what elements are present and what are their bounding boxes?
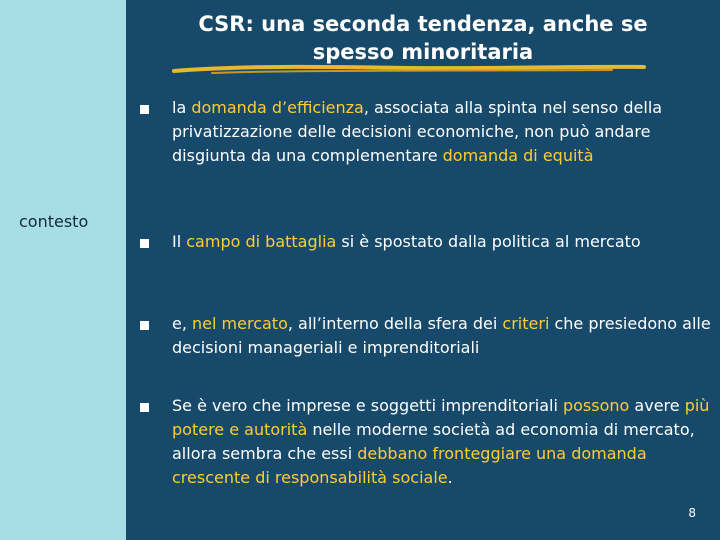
title-line-1: CSR: una seconda tendenza, anche se (198, 12, 648, 36)
title-underline (172, 62, 646, 76)
slide-title (126, 10, 720, 66)
bullet-marker (140, 403, 149, 412)
bullet-text-segment: avere (629, 396, 685, 415)
highlighted-text: domanda di equità (442, 146, 594, 165)
bullet-marker (140, 321, 149, 330)
bullet-text (172, 230, 717, 254)
highlighted-text: più potere e autorità (172, 396, 710, 439)
highlighted-text: possono (562, 396, 630, 415)
bullet-text-segment: , associata alla spinta nel senso della privatizzazione delle decisioni economiche, non può andare disgiunta da una complementare (172, 98, 663, 165)
bullet-text-segment: nelle moderne società ad economia di mercato, allora sembra che essi (172, 420, 695, 463)
bullet-text-segment: Il (172, 232, 187, 251)
highlighted-text: campo di battaglia (186, 232, 337, 251)
highlighted-text: debbano fronteggiare una domanda crescente di responsabilità sociale (172, 444, 647, 487)
bullet-marker (140, 239, 149, 248)
highlighted-text: criteri (502, 314, 550, 333)
bullet-text-segment: la (172, 98, 192, 117)
bullet-text-segment: si è spostato dalla politica al mercato (336, 232, 641, 251)
title-line-2: spesso minoritaria (312, 40, 534, 64)
slide-content (126, 0, 720, 540)
bullet-text-segment: , all’interno della sfera dei (287, 314, 503, 333)
bullet-text-segment: che presiedono alle decisioni manageriali e imprenditoriali (172, 314, 711, 357)
bullet-text-segment: Se è vero che imprese e soggetti imprenditoriali (172, 396, 563, 415)
sidebar-label: contesto (19, 212, 89, 231)
sidebar-panel (0, 0, 126, 540)
bullet-text (172, 394, 717, 490)
bullet-text (172, 312, 717, 360)
highlighted-text: nel mercato (192, 314, 288, 333)
bullet-text (172, 96, 717, 168)
bullet-text-segment: e, (172, 314, 193, 333)
page-number: 8 (688, 506, 696, 520)
bullet-text-segment: . (447, 468, 453, 487)
highlighted-text: domanda d’efficienza (191, 98, 364, 117)
bullet-marker (140, 105, 149, 114)
